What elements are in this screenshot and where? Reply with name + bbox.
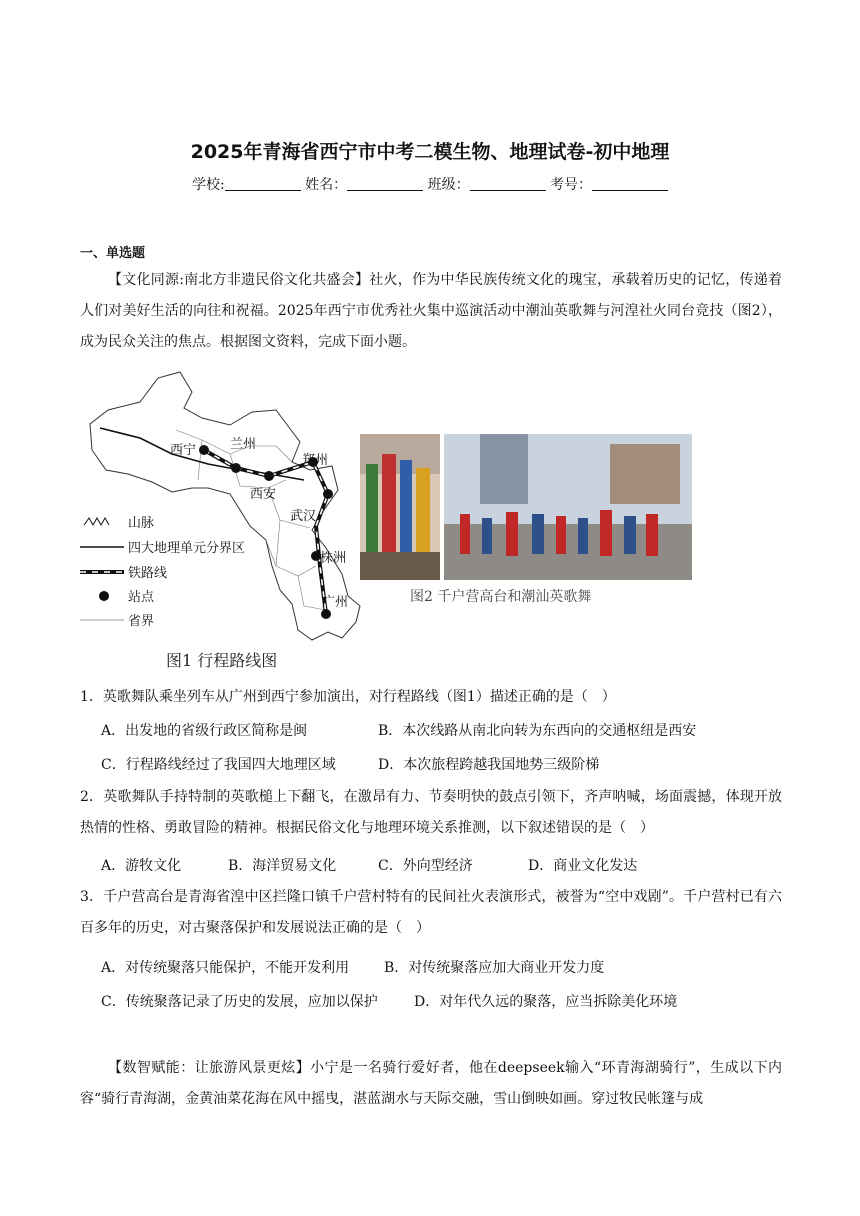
station-xining [199,445,209,455]
q1-option-b[interactable]: B．本次线路从南北向转为东西向的交通枢纽是西安 [378,723,697,739]
school-blank[interactable] [225,176,301,191]
city-label-xian: 西安 [250,487,277,502]
mountain-symbol [84,518,109,525]
station-lanzhou [231,463,241,473]
q1-option-d[interactable]: D．本次旅程跨越我国地势三级阶梯 [378,757,600,773]
city-label-xining: 西宁 [170,443,197,458]
stations [199,445,333,619]
question-3-stem: 3．千户营高台是青海省湟中区拦隆口镇千户营村特有的民间社火表演形式，被誉为“空中戏剧”。千户营村已有六百多年的历史，对古聚落保护和发展说法正确的是（ ） [80,889,782,936]
q2-option-d[interactable]: D．商业文化发达 [528,858,638,874]
outro-paragraph: 【数智赋能：让旅游风景更炫】小宁是一名骑行爱好者，他在deepseek输入“环青海湖骑行”，生成以下内容“骑行青海湖，金黄油菜花海在风中摇曳，湛蓝湖水与天际交融，雪山倒映如画。穿过牧民帐篷与成 [80,1060,782,1107]
city-label-guangzhou: 广州 [322,595,349,610]
q1-option-a[interactable]: A．出发地的省级行政区简称是闽 [101,723,308,739]
map-legend [80,516,245,629]
station-guangzhou [321,609,331,619]
question-2-stem: 2．英歌舞队手持特制的英歌槌上下翻飞，在激昂有力、节奏明快的鼓点引领下，齐声呐喊，场面震撼，体现开放热情的性格、勇敢冒险的精神。根据民俗文化与地理环境关系推测，以下叙述错误的是（ ） [80,789,782,836]
figure2-caption: 图2 千户营高台和潮汕英歌舞 [410,589,592,605]
question-1-stem: 1．英歌舞队乘坐列车从广州到西宁参加演出，对行程路线（图1）描述正确的是（ ） [80,689,616,705]
city-label-wuhan: 武汉 [290,509,317,524]
city-label-lanzhou: 兰州 [230,437,257,452]
q2-option-a[interactable]: A．游牧文化 [101,858,182,874]
station-wuhan [323,489,333,499]
school-label: 学校: [191,177,225,193]
legend-mountain: 山脉 [128,516,155,531]
class-label: 班级： [427,177,470,193]
legend-station: 站点 [128,590,155,605]
class-blank[interactable] [470,176,546,191]
station-xian [264,471,274,481]
exam-no-blank[interactable] [592,176,668,191]
legend-province: 省界 [128,614,155,629]
q2-option-c[interactable]: C．外向型经济 [378,858,473,874]
yingge-dance-photo [444,434,692,580]
q1-option-c[interactable]: C．行程路线经过了我国四大地理区域 [101,757,336,773]
q3-option-c[interactable]: C．传统聚落记录了历史的发展，应加以保护 [101,994,378,1010]
q2-option-b[interactable]: B．海洋贸易文化 [228,858,337,874]
legend-railway: 铁路线 [128,566,168,581]
intro-paragraph: 【文化同源:南北方非遗民俗文化共盛会】社火，作为中华民族传统文化的瑰宝，承载着历史的记忆，传递着人们对美好生活的向往和祝福。2025年西宁市优秀社火集中巡演活动中潮汕英歌舞与河湟社火同台竞技（图2），成为民众关注的焦点。根据图文资料，完成下面小题。 [80,272,782,350]
gaotai-photo [360,434,440,580]
name-label: 姓名： [305,177,348,193]
city-label-zhengzhou: 郑州 [302,453,329,468]
q3-option-d[interactable]: D．对年代久远的聚落，应当拆除美化环境 [414,994,678,1010]
q3-option-b[interactable]: B．对传统聚落应加大商业开发力度 [384,960,605,976]
student-info-line [0,174,860,194]
route-map-figure [80,370,370,670]
exam-no-label: 考号： [550,177,593,193]
q3-option-a[interactable]: A．对传统聚落只能保护，不能开发利用 [101,960,350,976]
section-heading: 一、单选题 [80,246,146,261]
name-blank[interactable] [347,176,423,191]
city-label-zhuzhou: 株洲 [320,551,347,566]
legend-region-boundary: 四大地理单元分界区 [128,541,246,556]
page-title: 2025年青海省西宁市中考二模生物、地理试卷-初中地理 [190,141,670,163]
festival-photos-figure [360,434,692,610]
figure1-caption: 图1 行程路线图 [166,651,278,670]
